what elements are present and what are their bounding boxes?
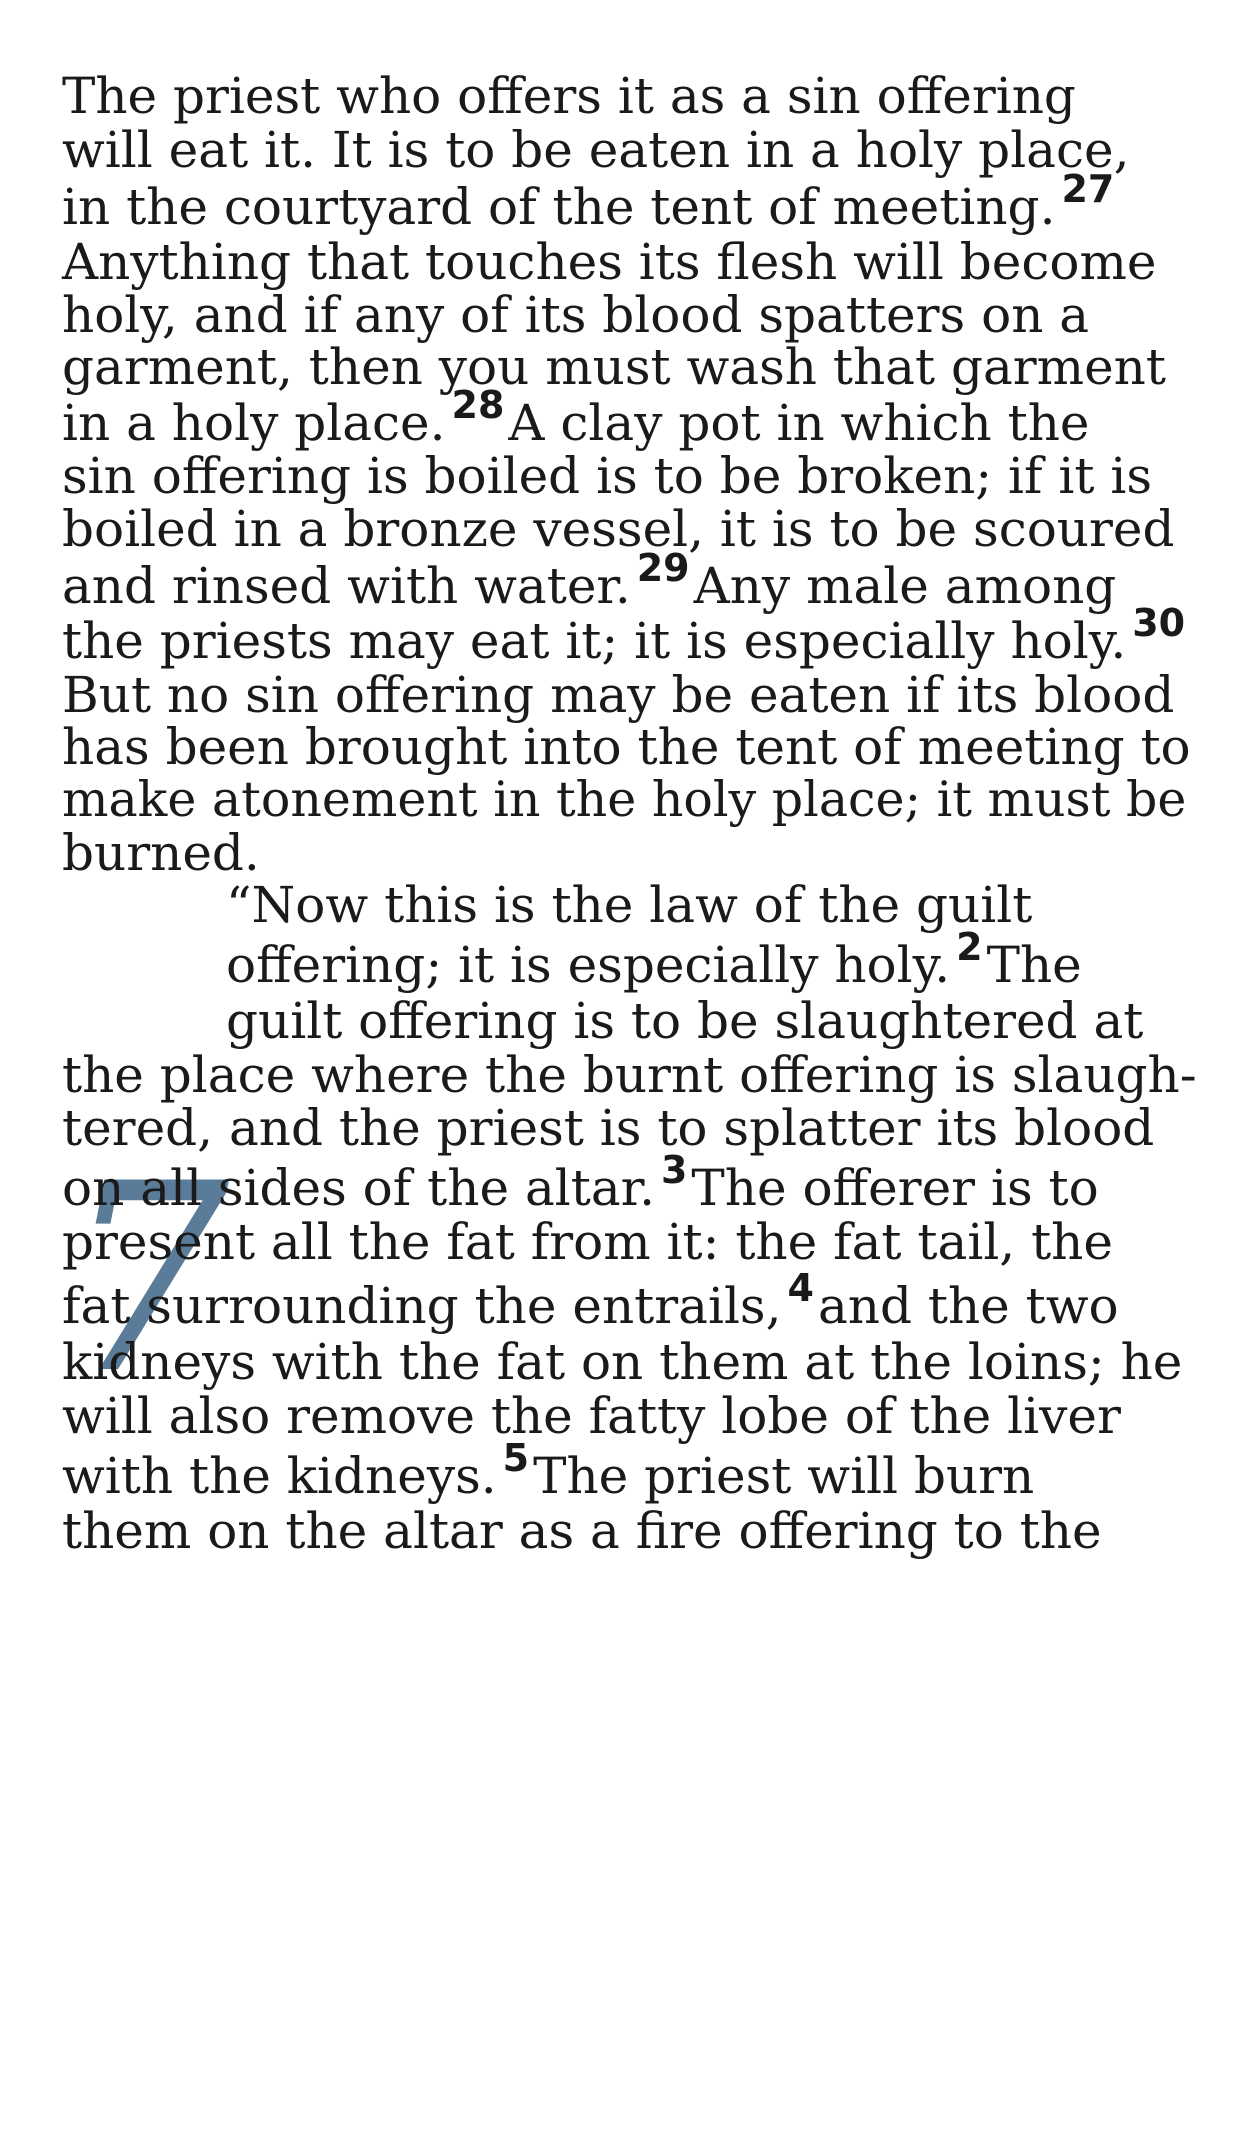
line-text: holy, and if any of its blood spatters on a <box>62 286 1090 344</box>
text-line <box>62 66 1076 126</box>
text-line <box>62 601 1189 671</box>
line-text: The priest will burn <box>533 1447 1035 1505</box>
verse-number: 2 <box>956 925 983 969</box>
text-line <box>62 1098 1154 1158</box>
verse-number: 28 <box>451 383 505 427</box>
chapter-drop-cap: 7 <box>64 1129 230 1431</box>
line-text: will eat it. It is to be eaten in a holy place, <box>62 121 1130 179</box>
text-line <box>62 1501 1102 1561</box>
line-text: guilt offering is to be slaughtered at <box>226 992 1144 1050</box>
line-text: Anything that touches its flesh will become <box>62 233 1157 291</box>
line-text: them on the altar as a fire offering to the <box>62 1502 1102 1560</box>
line-text: boiled in a bronze vessel, it is to be scoured <box>62 500 1175 558</box>
line-text: present all the fat from it: the fat tail, the <box>62 1213 1113 1271</box>
verse-number: 5 <box>502 1436 530 1480</box>
line-text: has been brought into the tent of meeting to <box>62 718 1191 776</box>
text-line <box>62 770 1186 830</box>
text-line <box>62 1332 1182 1392</box>
line-text: with the kidneys. <box>62 1447 497 1505</box>
line-text: A clay pot in which the <box>508 394 1090 452</box>
line-text: The priest who offers it as a sin offering <box>62 67 1076 125</box>
text-line <box>62 1266 1119 1336</box>
verse-number: 4 <box>787 1266 814 1310</box>
verse-number: 30 <box>1132 601 1186 645</box>
line-text: on all sides of the altar. <box>62 1159 655 1217</box>
text-line <box>62 167 1118 237</box>
text-line <box>62 1386 1121 1446</box>
verse-number: 29 <box>636 546 690 590</box>
text-line <box>226 875 1032 935</box>
line-text: tered, and the priest is to splatter its blood <box>62 1099 1155 1157</box>
text-line <box>62 1148 1099 1218</box>
line-text: garment, then you must wash that garment <box>62 338 1166 396</box>
line-text: The <box>986 936 1082 994</box>
line-text: Any male among <box>693 557 1117 615</box>
text-line <box>62 717 1191 777</box>
line-text: The offerer is to <box>691 1159 1099 1217</box>
line-text: offering; it is especially holy. <box>226 936 951 994</box>
text-line <box>62 337 1166 397</box>
text-line <box>226 925 1082 995</box>
text-line <box>62 1212 1113 1272</box>
line-text: the priests may eat it; it is especially holy. <box>62 612 1127 670</box>
line-text: will also remove the fatty lobe of the liver <box>62 1387 1121 1445</box>
text-line <box>62 1436 1035 1506</box>
line-text: kidneys with the fat on them at the loins; he <box>62 1333 1183 1391</box>
verse-number: 3 <box>660 1148 688 1192</box>
line-text: make atonement in the holy place; it must be <box>62 771 1187 828</box>
text-line <box>62 383 1090 453</box>
line-text: and the two <box>817 1277 1119 1335</box>
text-line <box>62 1045 1197 1105</box>
text-line <box>62 499 1175 559</box>
line-text: the place where the burnt offering is slaugh- <box>62 1046 1197 1104</box>
line-text: in the courtyard of the tent of meeting. <box>62 178 1056 236</box>
line-text: in a holy place. <box>62 394 446 452</box>
line-text: fat surrounding the entrails, <box>62 1277 782 1335</box>
text-line <box>62 446 1152 506</box>
text-line <box>62 285 1089 345</box>
text-line <box>62 120 1129 180</box>
text-line <box>226 991 1143 1051</box>
line-text: But no sin offering may be eaten if its blood <box>62 666 1175 724</box>
text-line <box>62 232 1156 292</box>
line-text: burned. <box>62 824 260 882</box>
line-text: “Now this is the law of the guilt <box>226 876 1033 934</box>
verse-number: 27 <box>1061 167 1115 211</box>
text-line <box>62 546 1117 616</box>
text-line <box>62 823 260 883</box>
text-line <box>62 665 1174 725</box>
line-text: and rinsed with water. <box>62 557 631 615</box>
line-text: sin offering is boiled is to be broken; if it is <box>62 447 1153 505</box>
